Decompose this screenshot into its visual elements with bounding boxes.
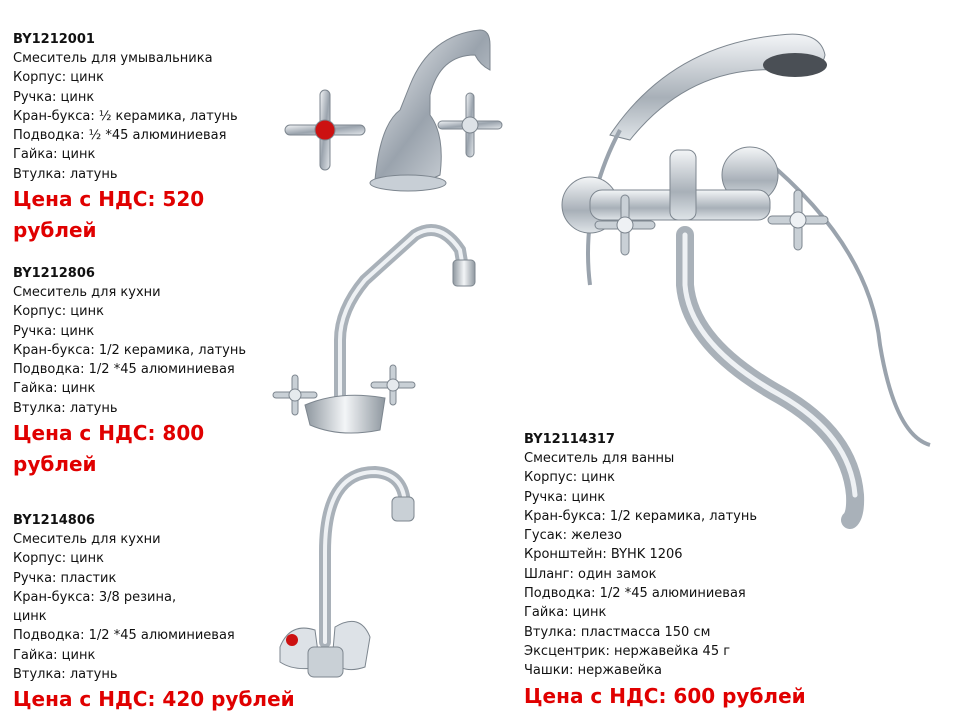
spec-line: Ручка: цинк — [13, 323, 95, 339]
spec-line: Кран-букса: 1/2 керамика, латунь — [13, 342, 246, 358]
spec-line: Подводка: 1/2 *45 алюминиевая — [524, 586, 746, 602]
spec-line: Втулка: латунь — [13, 667, 118, 683]
spec-line: Гайка: цинк — [524, 605, 607, 621]
spec-line: Гайка: цинк — [13, 647, 96, 663]
spec-line: Подводка: ½ *45 алюминиевая — [13, 128, 227, 144]
spec-line: Смеситель для кухни — [13, 532, 161, 547]
spec-line: Смеситель для ванны — [524, 451, 675, 466]
spec-line: Втулка: латунь — [13, 166, 118, 182]
spec-line: Гусак: железо — [524, 528, 622, 544]
product-code: BY12114317 — [524, 432, 615, 447]
spec-line: Корпус: цинк — [13, 70, 104, 86]
price: Цена с НДС: 600 рублей — [524, 683, 806, 708]
product-code: BY1212001 — [13, 32, 95, 47]
spec-line: Гайка: цинк — [13, 147, 96, 163]
spec-line: Ручка: пластик — [13, 570, 117, 586]
price-unit: рублей — [13, 452, 97, 477]
basin-mixer-photo — [280, 25, 520, 200]
spec-line: Шланг: один замок — [524, 566, 657, 582]
spec-line: Кран-букса: ½ керамика, латунь — [13, 108, 238, 124]
spec-line: Ручка: цинк — [524, 489, 606, 505]
spec-line: Корпус: цинк — [13, 551, 104, 567]
spec-line: Ручка: цинк — [13, 89, 95, 105]
product-code: BY1214806 — [13, 513, 95, 528]
spec-line: Корпус: цинк — [524, 470, 615, 486]
price-unit: рублей — [13, 218, 97, 243]
spec-line: Подводка: 1/2 *45 алюминиевая — [13, 628, 235, 644]
spec-line: Эксцентрик: нержавейка 45 г — [524, 643, 731, 659]
spec-line: Втулка: пластмасса 150 см — [524, 624, 711, 640]
spec-line: Кран-букса: 3/8 резина, — [13, 589, 177, 605]
bath-mixer-shower-photo — [550, 25, 945, 535]
spec-line: Кран-букса: 1/2 керамика, латунь — [524, 508, 757, 524]
product-code: BY1212806 — [13, 266, 95, 281]
price: Цена с НДС: 420 рублей — [13, 687, 295, 712]
spec-line: Втулка: латунь — [13, 400, 118, 416]
spec-line: Кронштейн: BYHK 1206 — [524, 547, 683, 563]
price: Цена с НДС: 520 — [13, 187, 205, 212]
spec-line: Гайка: цинк — [13, 381, 96, 397]
kitchen-mixer-tall-spout-photo — [265, 220, 485, 445]
product-1 — [13, 30, 238, 246]
spec-line: Чашки: нержавейка — [524, 663, 662, 679]
product-2 — [13, 264, 246, 480]
spec-line: Смеситель для умывальника — [13, 51, 213, 66]
product-3 — [13, 511, 295, 715]
spec-line: Подводка: 1/2 *45 алюминиевая — [13, 362, 235, 378]
spec-line: Смеситель для кухни — [13, 285, 161, 300]
spec-line: цинк — [13, 609, 47, 625]
kitchen-mixer-curved-spout-photo — [270, 462, 420, 687]
spec-line: Корпус: цинк — [13, 304, 104, 320]
price: Цена с НДС: 800 — [13, 421, 205, 446]
